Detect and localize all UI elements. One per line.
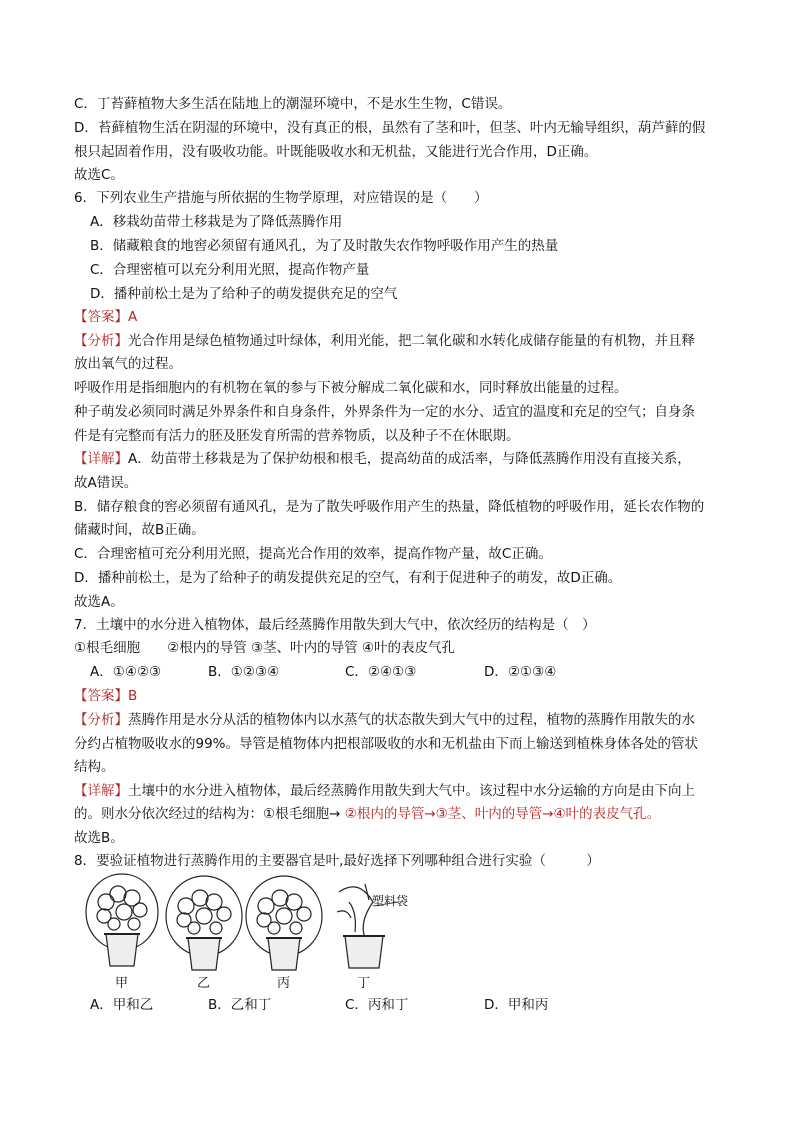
option-8c: C．丙和丁 bbox=[345, 997, 409, 1013]
text-line: 储藏时间，故B正确。 bbox=[74, 522, 205, 538]
text-line: 分约占植物吸收水的99%。导管是植物体内把根部吸收的水和无机盐由下而上输送到植株身体各处的管状 bbox=[74, 736, 699, 752]
text-line: 故选B。 bbox=[74, 830, 124, 846]
option-7a: A．①④②③ bbox=[90, 664, 162, 680]
option-8d: D．甲和丙 bbox=[484, 997, 549, 1013]
detail-text: 的。则水分依次经过的结构为：①根毛细胞→ bbox=[74, 806, 345, 822]
answer-7 bbox=[74, 688, 137, 704]
text-line: 呼吸作用是指细胞内的有机物在氧的参与下被分解成二氧化碳和水，同时释放出能量的过程。 bbox=[74, 380, 628, 396]
text-line: 种子萌发必须同时满足外界条件和自身条件，外界条件为一定的水分、适宜的温度和充足的空气；自身条 bbox=[74, 404, 695, 420]
detail-tag: 【详解】 bbox=[74, 783, 128, 799]
plant-bing bbox=[246, 876, 322, 970]
plastic-bag-label: 塑料袋 bbox=[372, 894, 409, 908]
text-line: 故选C。 bbox=[74, 167, 124, 183]
answer-6 bbox=[74, 309, 137, 325]
question-7-structures: ①根毛细胞 ②根内的导管 ③茎、叶内的导管 ④叶的表皮气孔 bbox=[74, 640, 455, 656]
text-line: 故A错误。 bbox=[74, 475, 138, 491]
text-line: C．丁苔藓植物大多生活在陆地上的潮湿环境中，不是水生生物，C错误。 bbox=[74, 96, 512, 112]
option-6c: C．合理密植可以充分利用光照，提高作物产量 bbox=[90, 262, 370, 278]
text-line: D．播种前松土，是为了给种子的萌发提供充足的空气，有利于促进种子的萌发，故D正确。 bbox=[74, 570, 622, 586]
question-7: 7．土壤中的水分进入植物体，最后经蒸腾作用散失到大气中，依次经历的结构是（ ） bbox=[74, 617, 596, 633]
option-7d: D．②①③④ bbox=[484, 664, 557, 680]
text-line: 件是有完整而有活力的胚及胚发育所需的营养物质，以及种子不在休眠期。 bbox=[74, 428, 520, 444]
figure-label-ding: 丁 bbox=[357, 976, 371, 991]
analysis-text: 蒸腾作用是水分从活的植物体内以水蒸气的状态散失到大气中的过程，植物的蒸腾作用散失的水 bbox=[128, 712, 695, 728]
option-7b: B．①②③④ bbox=[208, 664, 280, 680]
answer-value: A bbox=[128, 309, 138, 325]
highlighted-text: ②根内的导管→③茎、叶内的导管→④叶的表皮气孔。 bbox=[344, 806, 661, 822]
answer-value: B bbox=[128, 688, 138, 704]
text-line: 放出氧气的过程。 bbox=[74, 356, 182, 372]
text-line: B．储存粮食的窖必须留有通风孔，是为了散失呼吸作用产生的热量，降低植物的呼吸作用，延长农作物的 bbox=[74, 499, 705, 515]
text-line: D．苔藓植物生活在阴湿的环境中，没有真正的根，虽然有了茎和叶，但茎、叶内无输导组织，葫芦藓的假 bbox=[74, 120, 706, 136]
detail-text: A．幼苗带土移栽是为了保护幼根和根毛，提高幼苗的成活率，与降低蒸腾作用没有直接关系， bbox=[128, 451, 691, 467]
option-6b: B．储藏粮食的地窖必须留有通风孔，为了及时散失农作物呼吸作用产生的热量 bbox=[90, 238, 559, 254]
plant-yi bbox=[166, 876, 242, 970]
text-line bbox=[74, 806, 660, 822]
detail-tag: 【详解】 bbox=[74, 451, 128, 467]
figure-label-yi: 乙 bbox=[197, 976, 211, 991]
experiment-figure bbox=[84, 872, 414, 992]
detail-7 bbox=[74, 783, 695, 799]
option-8b: B．乙和丁 bbox=[208, 997, 272, 1013]
analysis-text: 光合作用是绿色植物通过叶绿体，利用光能，把二氧化碳和水转化成储存能量的有机物，并且释 bbox=[128, 333, 695, 349]
detail-text: 土壤中的水分进入植物体，最后经蒸腾作用散失到大气中。该过程中水分运输的方向是由下向上 bbox=[128, 783, 695, 799]
option-8a: A．甲和乙 bbox=[90, 997, 154, 1013]
option-7c: C．②④①③ bbox=[345, 664, 417, 680]
analysis-tag: 【分析】 bbox=[74, 712, 128, 728]
analysis-tag: 【分析】 bbox=[74, 333, 128, 349]
option-6a: A．移栽幼苗带土移栽是为了降低蒸腾作用 bbox=[90, 214, 343, 230]
text-line: C．合理密植可充分利用光照，提高光合作用的效率，提高作物产量，故C正确。 bbox=[74, 546, 552, 562]
analysis-6 bbox=[74, 333, 695, 349]
figure-label-jia: 甲 bbox=[115, 976, 129, 991]
text-line: 根只起固着作用，没有吸收功能。叶既能吸收水和无机盐，又能进行光合作用，D正确。 bbox=[74, 144, 598, 160]
answer-tag: 【答案】 bbox=[74, 309, 128, 325]
detail-6 bbox=[74, 451, 691, 467]
text-line: 结构。 bbox=[74, 759, 115, 775]
option-6d: D．播种前松土是为了给种子的萌发提供充足的空气 bbox=[90, 286, 398, 302]
question-6: 6．下列农业生产措施与所依据的生物学原理，对应错误的是（ ） bbox=[74, 190, 488, 206]
answer-tag: 【答案】 bbox=[74, 688, 128, 704]
figure-label-bing: 丙 bbox=[277, 976, 291, 991]
text-line: 故选A。 bbox=[74, 594, 124, 610]
question-8: 8．要验证植物进行蒸腾作用的主要器官是叶,最好选择下列哪种组合进行实验（ ） bbox=[74, 853, 600, 869]
analysis-7 bbox=[74, 712, 695, 728]
plant-jia bbox=[86, 874, 158, 966]
